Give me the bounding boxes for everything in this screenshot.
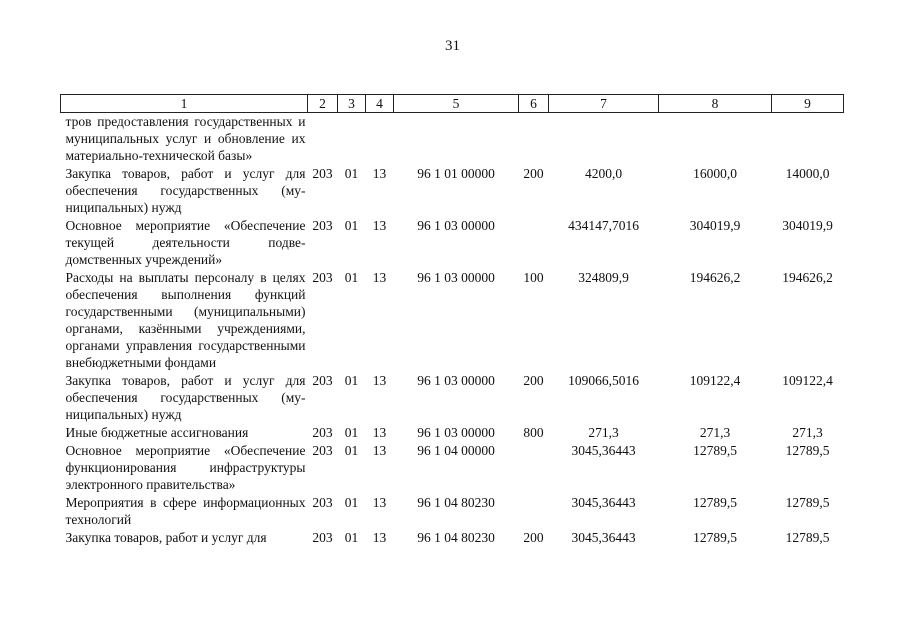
cell-amount-2: 304019,9 [689, 218, 741, 233]
column-header-4: 4 [366, 95, 394, 113]
cell-subsection [366, 113, 394, 166]
cell-amount-3: 271,3 [792, 425, 823, 440]
cell-target-article: 96 1 03 00000 [417, 270, 495, 285]
cell-amount-2: 16000,0 [693, 166, 737, 181]
row-description: Закупка товаров, работ и услуг для обеспечения государственных (муниципальных) нужд [65, 373, 306, 422]
cell-amount-3: 304019,9 [782, 218, 833, 233]
cell-section: 01 [344, 443, 359, 458]
cell-amount-3: 109122,4 [782, 373, 833, 388]
cell-amount-3 [772, 113, 844, 166]
cell-ministry-code: 203 [312, 530, 333, 545]
cell-expense-type: 200 [523, 530, 544, 545]
table-row [61, 529, 844, 547]
cell-subsection: 13 [372, 218, 387, 233]
cell-ministry-code: 203 [312, 443, 333, 458]
cell-expense-type: 100 [523, 270, 544, 285]
cell-amount-3: 12789,5 [785, 530, 830, 545]
row-description: Основное мероприятие «Обеспечение текущей деятельности подведомственных учреждений» [65, 218, 306, 267]
column-header-3: 3 [338, 95, 366, 113]
cell-ministry-code: 203 [312, 166, 333, 181]
cell-target-article: 96 1 04 00000 [417, 443, 495, 458]
cell-amount-1: 3045,36443 [571, 443, 636, 458]
column-header-9: 9 [772, 95, 844, 113]
row-description: Расходы на выплаты персоналу в целях обеспечения выполнения функций государственными (муниципальными) органами, казёнными учреждениями, органами управления государственными внебюджетными фондами [65, 270, 306, 370]
cell-section: 01 [344, 218, 359, 233]
cell-expense-type [519, 494, 549, 529]
table-row [61, 269, 844, 372]
cell-expense-type: 800 [523, 425, 544, 440]
cell-amount-1: 3045,36443 [571, 495, 636, 510]
cell-target-article: 96 1 03 00000 [417, 218, 495, 233]
cell-amount-2: 12789,5 [693, 530, 737, 545]
cell-expense-type [519, 113, 549, 166]
cell-amount-1: 434147,7016 [568, 218, 639, 233]
column-header-6: 6 [519, 95, 549, 113]
cell-subsection: 13 [372, 270, 387, 285]
table-row [61, 217, 844, 269]
cell-subsection: 13 [372, 443, 387, 458]
column-header-1: 1 [61, 95, 308, 113]
column-header-2: 2 [308, 95, 338, 113]
cell-amount-2: 271,3 [699, 425, 731, 440]
cell-amount-1: 4200,0 [584, 166, 623, 181]
table-row [61, 494, 844, 529]
cell-amount-1: 109066,5016 [568, 373, 639, 388]
table-row [61, 165, 844, 217]
cell-section: 01 [344, 495, 359, 510]
cell-target-article: 96 1 01 00000 [417, 166, 495, 181]
cell-target-article [394, 113, 519, 166]
cell-section: 01 [344, 373, 359, 388]
column-header-8: 8 [659, 95, 772, 113]
row-description: Мероприятия в сфере информационных технологий [65, 495, 306, 527]
cell-amount-2: 12789,5 [693, 443, 737, 458]
cell-section [338, 113, 366, 166]
cell-expense-type: 200 [523, 166, 544, 181]
cell-ministry-code: 203 [312, 425, 333, 440]
column-header-7: 7 [549, 95, 659, 113]
cell-target-article: 96 1 04 80230 [417, 530, 495, 545]
budget-table [60, 94, 844, 547]
page-number: 31 [445, 38, 460, 54]
cell-amount-2 [659, 113, 772, 166]
cell-amount-1: 324809,9 [578, 270, 629, 285]
cell-amount-1 [549, 113, 659, 166]
cell-ministry-code: 203 [312, 270, 333, 285]
column-header-5: 5 [394, 95, 519, 113]
table-row [61, 113, 844, 166]
row-description: тров предоставления государственных и муниципальных услуг и обновление их материально-технической базы» [65, 114, 306, 163]
cell-expense-type [519, 217, 549, 269]
table-row [61, 424, 844, 442]
row-description: Основное мероприятие «Обеспечение функционирования инфраструктуры электронного правительства» [65, 443, 306, 492]
cell-amount-1: 3045,36443 [571, 530, 636, 545]
cell-subsection: 13 [372, 425, 387, 440]
cell-amount-3: 12789,5 [785, 495, 830, 510]
row-description: Закупка товаров, работ и услуг для обеспечения государственных (муниципальных) нужд [65, 166, 306, 215]
cell-target-article: 96 1 04 80230 [417, 495, 495, 510]
cell-section: 01 [344, 530, 359, 545]
cell-target-article: 96 1 03 00000 [417, 425, 495, 440]
cell-subsection: 13 [372, 530, 387, 545]
cell-ministry-code: 203 [312, 373, 333, 388]
cell-section: 01 [344, 270, 359, 285]
cell-subsection: 13 [372, 166, 387, 181]
row-description: Закупка товаров, работ и услуг для [65, 530, 267, 545]
cell-amount-3: 14000,0 [785, 166, 830, 181]
header-row [61, 95, 844, 113]
table-row [61, 442, 844, 494]
cell-amount-2: 194626,2 [689, 270, 741, 285]
cell-ministry-code [308, 113, 338, 166]
table-row [61, 372, 844, 424]
cell-amount-2: 109122,4 [689, 373, 741, 388]
cell-amount-3: 12789,5 [785, 443, 830, 458]
cell-ministry-code: 203 [312, 218, 333, 233]
cell-subsection: 13 [372, 495, 387, 510]
cell-ministry-code: 203 [312, 495, 333, 510]
row-description: Иные бюджетные ассигнования [65, 425, 249, 440]
cell-section: 01 [344, 166, 359, 181]
cell-expense-type: 200 [523, 373, 544, 388]
cell-amount-1: 271,3 [588, 425, 619, 440]
cell-section: 01 [344, 425, 359, 440]
cell-expense-type [519, 442, 549, 494]
cell-amount-3: 194626,2 [782, 270, 833, 285]
cell-subsection: 13 [372, 373, 387, 388]
cell-target-article: 96 1 03 00000 [417, 373, 495, 388]
cell-amount-2: 12789,5 [693, 495, 737, 510]
